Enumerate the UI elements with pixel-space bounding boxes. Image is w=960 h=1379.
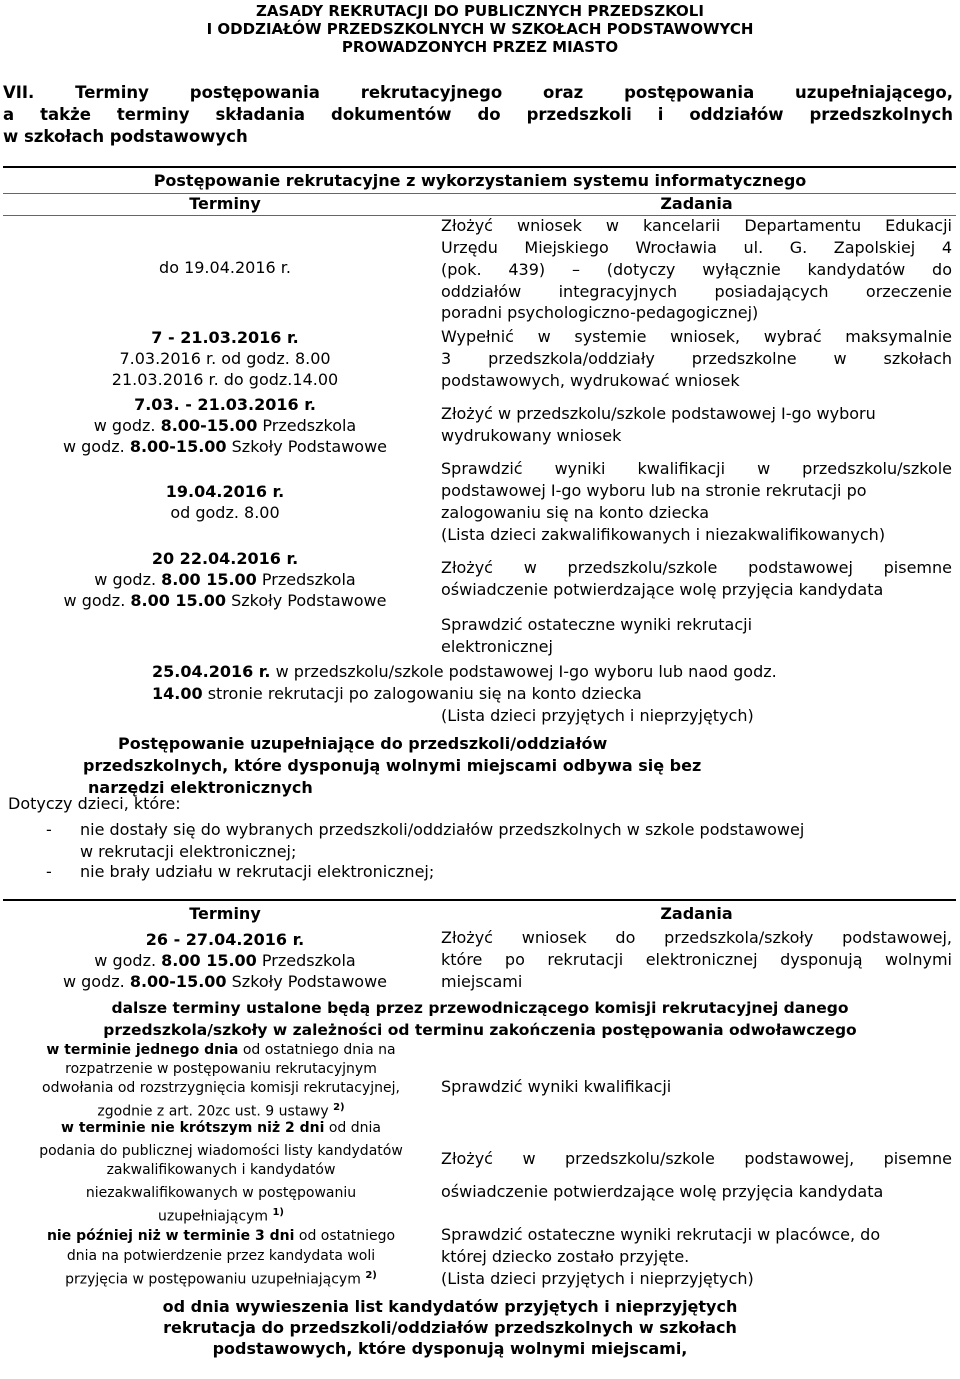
text: 14.00 xyxy=(152,684,203,703)
t2-term-1-line xyxy=(20,950,430,971)
t1-task-1 xyxy=(441,215,952,323)
t1-term-5-line xyxy=(20,569,430,590)
section-heading xyxy=(3,82,953,148)
t2-term-3-line xyxy=(10,1203,432,1227)
t1-task-6-note: (Lista dzieci przyjętych i nieprzyjętych) xyxy=(441,706,754,725)
footnote-marker: 1) xyxy=(272,1207,284,1218)
t2-term-1 xyxy=(20,929,430,992)
text: Przedszkola xyxy=(257,416,357,435)
text: przyjęcia w postępowaniu uzupełniającym xyxy=(65,1271,366,1288)
table2-col-tasks: Zadania xyxy=(660,904,733,923)
t2-term-2-line: odwołania od rozstrzygnięcia komisji rekrutacyjnej, xyxy=(42,1080,400,1096)
text: 8.00 15.00 xyxy=(161,570,257,589)
t1-term-6-line xyxy=(152,683,777,705)
t2-task-1 xyxy=(441,927,952,993)
t1-task-4 xyxy=(441,458,952,546)
text: w godz. xyxy=(93,416,161,435)
t1-term-4-line: 19.04.2016 r. xyxy=(165,482,285,501)
text: od dnia xyxy=(324,1120,381,1136)
text: 8.00 15.00 xyxy=(161,951,257,970)
section-heading-line-2: a także terminy składania dokumentów do przedszkoli i oddziałów przedszkolnych xyxy=(3,105,953,124)
t1-term-2-line: 7.03.2016 r. od godz. 8.00 xyxy=(119,349,331,368)
bullet-dash: - xyxy=(46,820,52,839)
text: uzupełniającym xyxy=(158,1208,273,1225)
bullet-item xyxy=(80,819,804,863)
t1-task-1-line: (pok. 439) – (dotyczy wyłącznie kandydatów do xyxy=(441,260,952,279)
t1-term-2-line: 7 - 21.03.2016 r. xyxy=(151,328,299,347)
t1-task-2 xyxy=(441,326,952,392)
t2-task-3-line: Złożyć w przedszkolu/szkole podstawowej, pisemne xyxy=(441,1149,952,1168)
t2-term-3-line: podania do publicznej wiadomości listy kandydatów xyxy=(39,1143,403,1159)
t2-task-3 xyxy=(441,1142,952,1208)
section-heading-line-1: VII. Terminy postępowania rekrutacyjnego oraz postępowania uzupełniającego, xyxy=(3,83,953,102)
t2-task-4-line: (Lista dzieci przyjętych i nieprzyjętych) xyxy=(441,1269,754,1288)
t2-term-3-line: niezakwalifikowanych w postępowaniu xyxy=(85,1185,357,1201)
text: w przedszkolu/szkole podstawowej I-go wyboru lub naod godz. xyxy=(270,662,777,681)
t1-term-6 xyxy=(152,661,777,705)
t1-task-6 xyxy=(441,614,952,658)
t1-task-4-line: (Lista dzieci zakwalifikowanych i niezakwalifikowanych) xyxy=(441,525,886,544)
t1-term-4-line: od godz. 8.00 xyxy=(170,503,280,522)
text: w terminie nie krótszym niż 2 dni xyxy=(61,1120,325,1136)
supplementary-heading-line: Postępowanie uzupełniające do przedszkoli/oddziałów xyxy=(118,734,608,753)
t1-task-3 xyxy=(441,403,952,447)
t2-term-4-line xyxy=(10,1266,432,1290)
text: od ostatniego dnia na xyxy=(238,1042,396,1058)
text: 8.00 15.00 xyxy=(130,591,227,610)
table1-title: Postępowanie rekrutacyjne z wykorzystaniem systemu informatycznego xyxy=(153,171,807,190)
t2-footer-line: rekrutacja do przedszkoli/oddziałów przedszkolnych w szkołach xyxy=(163,1318,737,1337)
t1-term-6-line xyxy=(152,661,777,683)
supplementary-applies: Dotyczy dzieci, które: xyxy=(8,794,181,813)
t1-task-6-line: Sprawdzić ostateczne wyniki rekrutacji xyxy=(441,615,753,634)
bullet-item-line: w rekrutacji elektronicznej; xyxy=(80,842,297,861)
t2-note-line: dalsze terminy ustalone będą przez przewodniczącego komisji rekrutacyjnej danego xyxy=(111,999,849,1017)
t1-task-2-line: podstawowych, wydrukować wniosek xyxy=(441,371,740,390)
t2-note xyxy=(0,997,960,1041)
t1-term-2-line: 21.03.2016 r. do godz.14.00 xyxy=(111,370,339,389)
t1-task-1-line: Urzędu Miejskiego Wrocławia ul. G. Zapolskiej 4 xyxy=(441,238,952,257)
t2-term-4-line xyxy=(10,1226,432,1246)
t1-task-6-line: elektronicznej xyxy=(441,637,553,656)
t2-note-line: przedszkola/szkoły w zależności od terminu zakończenia postępowania odwoławczego xyxy=(103,1021,857,1039)
t1-term-5-line xyxy=(20,590,430,611)
footnote-marker: 2) xyxy=(365,1270,377,1281)
bullet-item-line: nie dostały się do wybranych przedszkoli/oddziałów przedszkolnych w szkole podstawowej xyxy=(80,820,805,839)
table1-col-terms: Terminy xyxy=(189,194,261,213)
text: Szkoły Podstawowe xyxy=(226,972,388,991)
text: w godz. xyxy=(63,591,131,610)
footnote-marker: 2) xyxy=(333,1102,345,1113)
t1-task-1-line: oddziałów integracyjnych posiadających orzeczenie xyxy=(441,282,952,301)
header-line-1: ZASADY REKRUTACJI DO PUBLICZNYCH PRZEDSZKOLI xyxy=(256,2,704,20)
bullet-dash: - xyxy=(46,862,52,881)
t2-task-4-line: której dziecko zostało przyjęte. xyxy=(441,1247,690,1266)
t1-term-2 xyxy=(20,327,430,390)
t1-task-3-line: wydrukowany wniosek xyxy=(441,426,622,445)
t1-task-4-line: Sprawdzić wyniki kwalifikacji w przedszkolu/szkole xyxy=(441,459,952,478)
section-heading-line-3: w szkołach podstawowych xyxy=(3,127,248,146)
t2-task-3-line: oświadczenie potwierdzające wolę przyjęcia kandydata xyxy=(441,1182,884,1201)
document-header xyxy=(0,0,960,56)
supplementary-heading-line: przedszkolnych, które dysponują wolnymi miejscami odbywa się bez xyxy=(83,756,702,775)
table-rule xyxy=(3,166,956,168)
text: 8.00-15.00 xyxy=(160,416,258,435)
text: stronie rekrutacji po zalogowaniu się na konto dziecka xyxy=(202,684,642,703)
t1-task-5 xyxy=(441,557,952,601)
text: Przedszkola xyxy=(256,570,356,589)
header-line-2: I ODDZIAŁÓW PRZEDSZKOLNYCH W SZKOŁACH PODSTAWOWYCH xyxy=(206,20,754,38)
t1-task-1-line: poradni psychologiczno-pedagogicznej) xyxy=(441,303,759,322)
text: 8.00-15.00 xyxy=(129,437,227,456)
t1-term-5 xyxy=(20,548,430,611)
text: w godz. xyxy=(94,570,162,589)
t2-task-1-line: Złożyć wniosek do przedszkola/szkoły podstawowej, xyxy=(441,928,952,947)
t1-term-3-line: 7.03. - 21.03.2016 r. xyxy=(134,395,316,414)
t1-task-2-line: 3 przedszkola/oddziały przedszkolne w szkołach xyxy=(441,349,952,368)
t1-term-3 xyxy=(20,394,430,457)
t2-task-4-line: Sprawdzić ostateczne wyniki rekrutacji w placówce, do xyxy=(441,1225,881,1244)
bullet-item: nie brały udziału w rekrutacji elektronicznej; xyxy=(80,862,435,881)
t1-task-5-line: oświadczenie potwierdzające wolę przyjęcia kandydata xyxy=(441,580,884,599)
t2-task-1-line: które po rekrutacji elektronicznej dysponują wolnymi xyxy=(441,950,952,969)
t1-term-1: do 19.04.2016 r. xyxy=(159,258,291,277)
t2-footer-line: od dnia wywieszenia list kandydatów przyjętych i nieprzyjętych xyxy=(162,1297,738,1316)
t2-footer xyxy=(0,1296,900,1359)
t2-term-2 xyxy=(10,1041,432,1122)
t2-task-2: Sprawdzić wyniki kwalifikacji xyxy=(441,1077,672,1096)
t2-task-4 xyxy=(441,1224,952,1290)
t1-task-5-line: Złożyć w przedszkolu/szkole podstawowej pisemne xyxy=(441,558,952,577)
t1-task-4-line: podstawowej I-go wyboru lub na stronie rekrutacji po xyxy=(441,481,867,500)
text: 25.04.2016 r. xyxy=(152,662,271,681)
t2-term-3-line xyxy=(10,1119,432,1138)
text: od ostatniego xyxy=(294,1228,396,1244)
text: nie później niż w terminie 3 dni xyxy=(46,1228,295,1244)
t1-term-3-line xyxy=(20,436,430,457)
table2-col-terms: Terminy xyxy=(189,904,261,923)
t2-term-3 xyxy=(10,1119,432,1227)
t1-term-4 xyxy=(20,481,430,523)
t1-term-5-line: 20 22.04.2016 r. xyxy=(151,549,299,568)
text: w godz. xyxy=(62,437,130,456)
text: 8.00-15.00 xyxy=(129,972,227,991)
text: zgodnie z art. 20zc ust. 9 ustawy xyxy=(97,1103,334,1120)
header-line-3: PROWADZONYCH PRZEZ MIASTO xyxy=(341,38,619,56)
t2-term-4 xyxy=(10,1226,432,1290)
text: Szkoły Podstawowe xyxy=(226,591,387,610)
t2-task-1-line: miejscami xyxy=(441,972,523,991)
t2-term-3-line: zakwalifikowanych i kandydatów xyxy=(106,1162,336,1178)
t1-task-1-line: Złożyć wniosek w kancelarii Departamentu Edukacji xyxy=(441,216,952,235)
t2-term-4-line: dnia na potwierdzenie przez kandydata woli xyxy=(66,1248,376,1264)
t2-footer-line: podstawowych, które dysponują wolnymi miejscami, xyxy=(212,1339,688,1358)
table-rule xyxy=(3,899,956,901)
text: w godz. xyxy=(94,951,162,970)
t1-task-4-line: zalogowaniu się na konto dziecka xyxy=(441,503,710,522)
t2-term-2-line: rozpatrzenie w postępowaniu rekrutacyjnym xyxy=(65,1061,377,1077)
t1-task-2-line: Wypełnić w systemie wniosek, wybrać maksymalnie xyxy=(441,327,952,346)
t2-term-1-line xyxy=(20,971,430,992)
supplementary-heading-line: narzędzi elektronicznych xyxy=(88,778,313,797)
text: Przedszkola xyxy=(256,951,356,970)
t2-term-2-line xyxy=(10,1041,432,1060)
t1-term-3-line xyxy=(20,415,430,436)
text: w godz. xyxy=(62,972,130,991)
text: w terminie jednego dnia xyxy=(46,1042,239,1058)
table1-col-tasks: Zadania xyxy=(660,194,733,213)
supplementary-heading xyxy=(8,733,808,799)
text: Szkoły Podstawowe xyxy=(226,437,388,456)
t1-task-3-line: Złożyć w przedszkolu/szkole podstawowej I-go wyboru xyxy=(441,404,876,423)
t2-term-1-line: 26 - 27.04.2016 r. xyxy=(145,930,305,949)
